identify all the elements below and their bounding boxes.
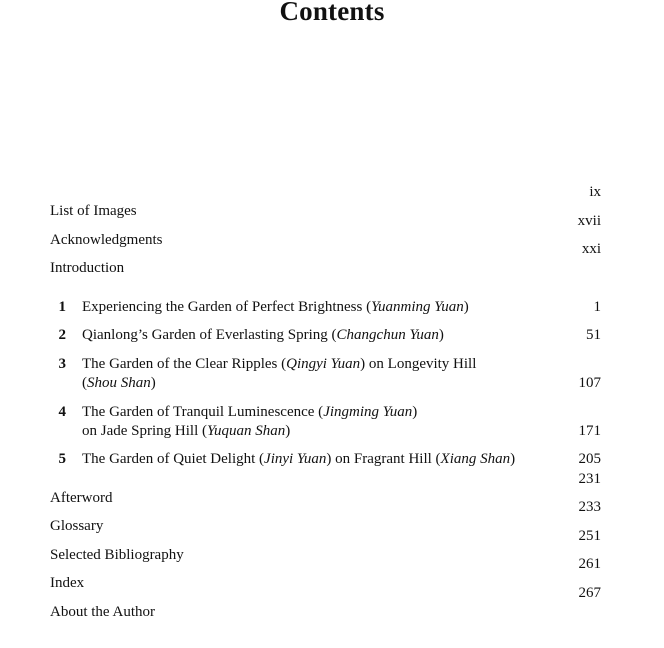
toc-entry-page: xxi [581,241,601,257]
chapter-title-line-2 [82,374,476,393]
chapter-number: 1 [58,299,66,315]
chapter-number: 3 [58,356,66,372]
chapter-title-italic: Yuquan Shan [207,423,286,439]
chapter-title-text: ) [285,423,291,439]
chapter-title [82,450,515,469]
toc-entry-page: ix [589,184,601,200]
toc-entry-page: 205 [578,451,601,467]
toc-entry-page: 1 [593,299,601,315]
chapter-title [82,298,469,317]
toc-chapter-5[interactable] [50,450,601,469]
chapter-title-line-1 [82,355,476,374]
toc-entry-label: Index [50,575,85,591]
chapter-title-text: ) [463,299,469,315]
chapter-title-line-2 [82,422,417,441]
toc-chapter-1[interactable] [50,298,601,317]
toc-entry-page: 251 [578,528,601,544]
toc-entry-page: 231 [578,471,601,487]
chapter-title-text: Experiencing the Garden of Perfect Brightness ( [82,299,372,315]
chapter-title-text: ) [438,327,444,343]
toc-chapter-2[interactable] [50,326,601,345]
chapter-title-italic: Changchun Yuan [336,327,439,343]
toc-entry-page: 171 [578,423,601,439]
toc-entry-page: xvii [577,213,601,229]
toc-entry-page: 107 [578,375,601,391]
chapter-number: 4 [58,404,66,420]
chapter-title-text: ) [412,404,418,420]
chapter-title-text: ) on Longevity Hill [360,356,477,372]
toc-entry-label: About the Author [50,604,155,620]
chapter-title-italic: Qingyi Yuan [286,356,361,372]
chapter-title-text: The Garden of Quiet Delight ( [82,451,265,467]
toc-entry-label: Acknowledgments [50,232,163,248]
chapter-title-text: on Jade Spring Hill ( [82,423,207,439]
chapter-title-italic: Jingming Yuan [323,404,413,420]
chapter-title-line-1 [82,403,417,422]
toc-entry-page: 233 [578,499,601,515]
chapter-title-italic: Jinyi Yuan [264,451,327,467]
toc-entry-page: 261 [578,556,601,572]
chapter-title-italic: Xiang Shan [440,451,511,467]
chapter-title-text: ) [510,451,516,467]
chapter-title-text: ( [82,375,87,391]
chapter-title [82,355,476,393]
toc-entry-label: Introduction [50,260,125,276]
toc-entry-page: 51 [586,327,601,343]
toc-entry-page: 267 [578,585,601,601]
chapter-title-italic: Shou Shan [87,375,151,391]
chapter-title-text: The Garden of Tranquil Luminescence ( [82,404,324,420]
chapter-title [82,326,444,345]
toc-entry-label: Afterword [50,490,113,506]
chapter-title-text: The Garden of the Clear Ripples ( [82,356,287,372]
chapter-number: 5 [58,451,66,467]
toc-chapter-3[interactable] [50,355,601,393]
chapter-title-text: Qianlong’s Garden of Everlasting Spring ( [82,327,337,343]
toc-entry-label: Selected Bibliography [50,547,184,563]
chapter-title-italic: Yuanming Yuan [371,299,464,315]
toc-entry-label: List of Images [50,203,137,219]
page-title: Contents [279,0,385,26]
toc-chapter-4[interactable] [50,403,601,441]
chapter-title-text: ) [150,375,156,391]
toc-entry-label: Glossary [50,518,104,534]
chapter-title-text: ) on Fragrant Hill ( [326,451,441,467]
chapter-number: 2 [58,327,66,343]
chapter-title [82,403,417,441]
